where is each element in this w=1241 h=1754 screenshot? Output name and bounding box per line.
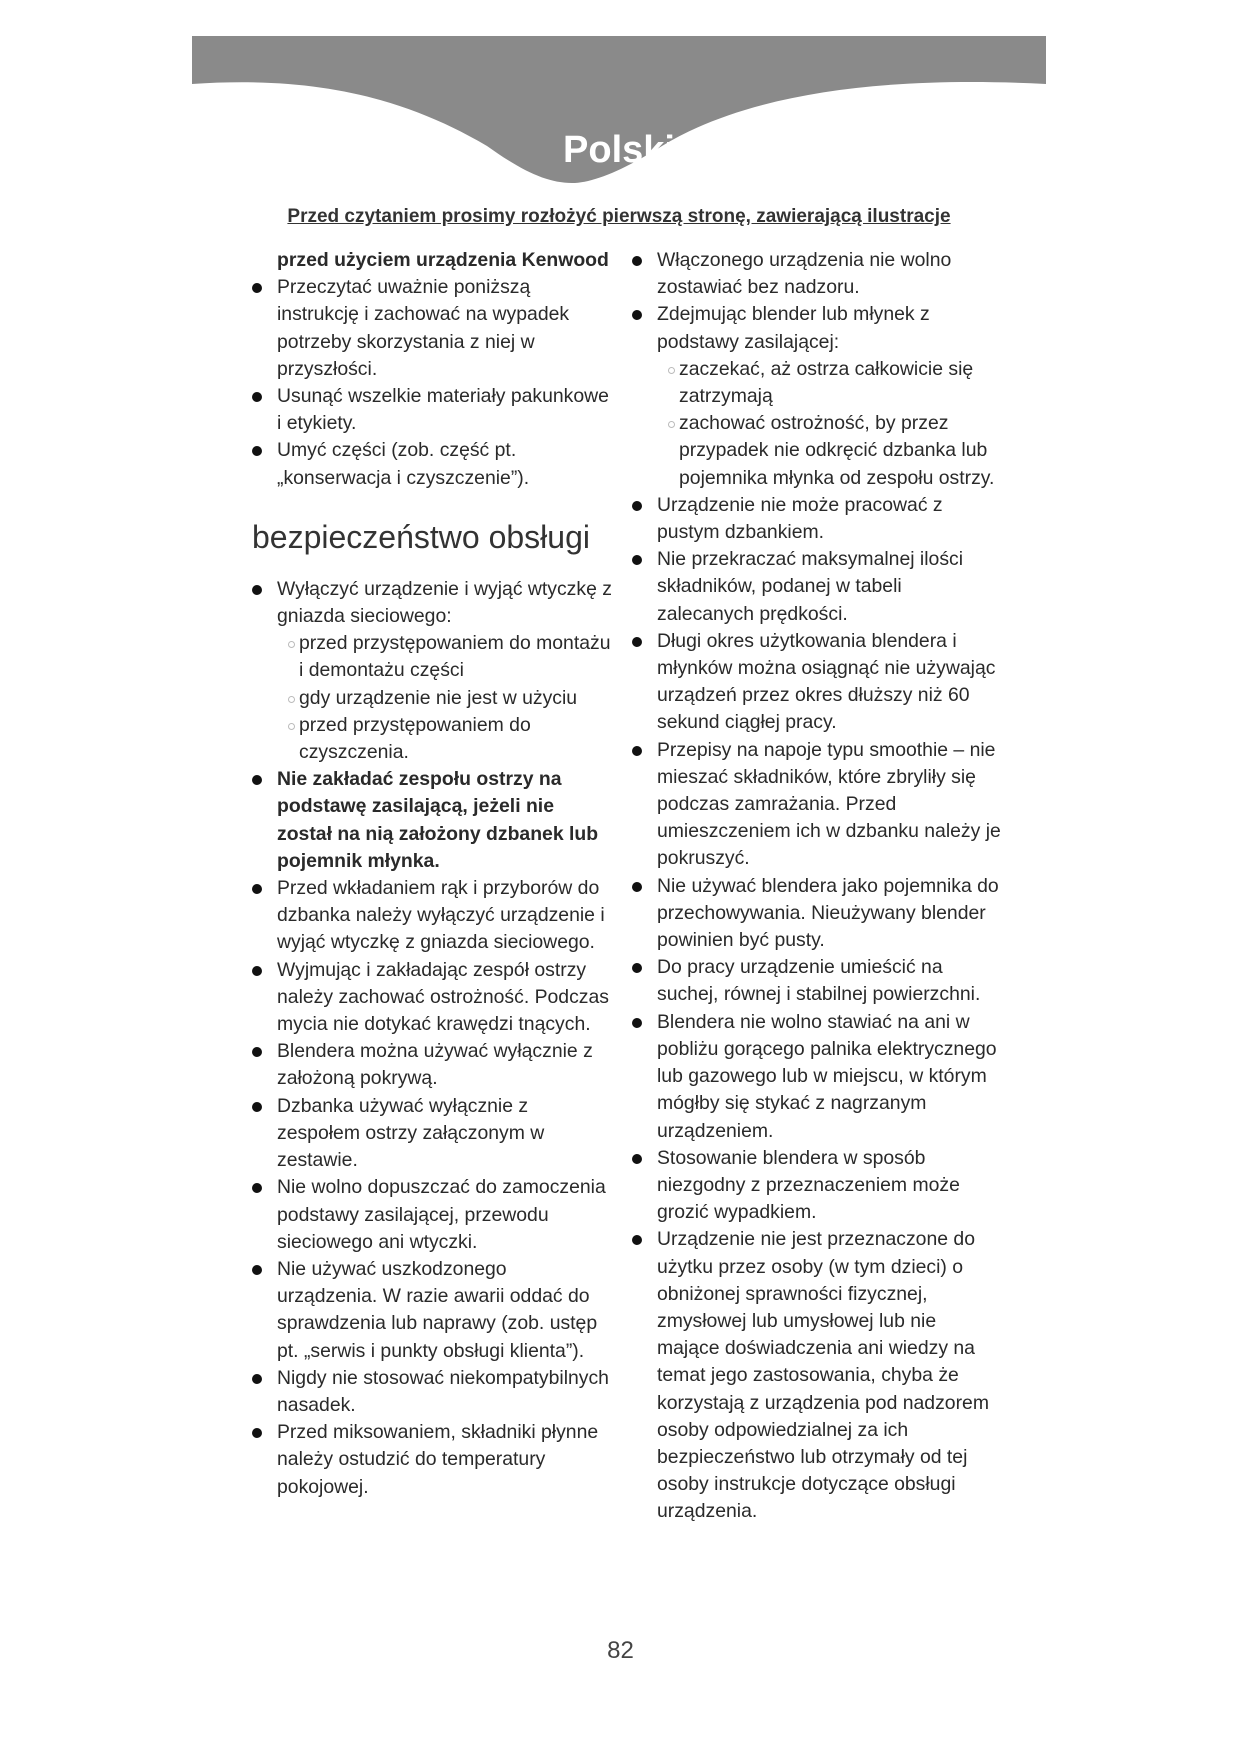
list-item: Blendera można używać wyłącznie z założoną pokrywą. bbox=[252, 1038, 612, 1092]
page-header-banner bbox=[192, 36, 1046, 196]
list-item: Wyłączyć urządzenie i wyjąć wtyczkę z gniazda sieciowego: bbox=[252, 576, 612, 630]
sub-list-item: zaczekać, aż ostrza całkowicie się zatrzymają bbox=[632, 356, 1002, 410]
list-item: Nie używać blendera jako pojemnika do przechowywania. Nieużywany blender powinien być pusty. bbox=[632, 873, 1002, 955]
page-number: 82 bbox=[607, 1637, 634, 1664]
list-item-warning: Nie zakładać zespołu ostrzy na podstawę zasilającą, jeżeli nie został na nią założony dzbanek lub pojemnik młynka. bbox=[252, 766, 612, 875]
sub-list-item: przed przystępowaniem do montażu i demontażu części bbox=[252, 630, 612, 684]
right-column bbox=[632, 247, 1002, 1526]
list-item: Przepisy na napoje typu smoothie – nie mieszać składników, które zbryliły się podczas zamrażania. Przed umieszczeniem ich w dzbanku należy je pokruszyć. bbox=[632, 737, 1002, 873]
fold-out-notice: Przed czytaniem prosimy rozłożyć pierwszą stronę, zawierającą ilustracje bbox=[287, 206, 951, 227]
list-item: Urządzenie nie jest przeznaczone do użytku przez osoby (w tym dzieci) o obniżonej sprawności fizycznej, zmysłowej lub umysłowej lub nie mające doświadczenia ani wiedzy na temat jego zastosowania, chyba że korzystają z urządzenia pod nadzorem osoby odpowiedzialnej za ich bezpieczeństwo lub otrzymały od tej osoby instrukcje dotyczące obsługi urządzenia. bbox=[632, 1226, 1002, 1525]
section-title: bezpieczeństwo obsługi bbox=[252, 518, 590, 555]
list-item: Usunąć wszelkie materiały pakunkowe i etykiety. bbox=[252, 383, 612, 437]
list-item: Przed wkładaniem rąk i przyborów do dzbanka należy wyłączyć urządzenie i wyjąć wtyczkę z gniazda sieciowego. bbox=[252, 875, 612, 957]
list-item: Przeczytać uważnie poniższą instrukcję i zachować na wypadek potrzeby skorzystania z niej w przyszłości. bbox=[252, 274, 612, 383]
header-wave-shape bbox=[192, 36, 1046, 196]
list-item: Dzbanka używać wyłącznie z zespołem ostrzy załączonym w zestawie. bbox=[252, 1093, 612, 1175]
list-item: Włączonego urządzenia nie wolno zostawiać bez nadzoru. bbox=[632, 247, 1002, 301]
list-item: Urządzenie nie może pracować z pustym dzbankiem. bbox=[632, 492, 1002, 546]
sub-list-item: przed przystępowaniem do czyszczenia. bbox=[252, 712, 612, 766]
list-item: Nie przekraczać maksymalnej ilości składników, podanej w tabeli zalecanych prędkości. bbox=[632, 546, 1002, 628]
list-item: Do pracy urządzenie umieścić na suchej, równej i stabilnej powierzchni. bbox=[632, 954, 1002, 1008]
list-item: Wyjmując i zakładając zespół ostrzy należy zachować ostrożność. Podczas mycia nie dotykać krawędzi tnących. bbox=[252, 957, 612, 1039]
left-column bbox=[252, 247, 612, 1501]
list-item: Blendera nie wolno stawiać na ani w pobliżu gorącego palnika elektrycznego lub gazowego lub w miejscu, w którym mógłby się stykać z nagrzanym urządzeniem. bbox=[632, 1009, 1002, 1145]
list-item: Umyć części (zob. część pt. „konserwacja i czyszczenie”). bbox=[252, 437, 612, 491]
sub-list-item: zachować ostrożność, by przez przypadek nie odkręcić dzbanka lub pojemnika młynka od zespołu ostrzy. bbox=[632, 410, 1002, 492]
list-item: Zdejmując blender lub młynek z podstawy zasilającej: bbox=[632, 301, 1002, 355]
sub-list-item: gdy urządzenie nie jest w użyciu bbox=[252, 685, 612, 712]
list-item: Długi okres użytkowania blendera i młynków można osiągnąć nie używając urządzeń przez okres dłuższy niż 60 sekund ciągłej pracy. bbox=[632, 628, 1002, 737]
list-item: Nigdy nie stosować niekompatybilnych nasadek. bbox=[252, 1365, 612, 1419]
list-item: Stosowanie blendera w sposób niezgodny z przeznaczeniem może grozić wypadkiem. bbox=[632, 1145, 1002, 1227]
list-item: Nie wolno dopuszczać do zamoczenia podstawy zasilającej, przewodu sieciowego ani wtyczki. bbox=[252, 1174, 612, 1256]
language-title: Polski bbox=[563, 129, 675, 171]
intro-heading: przed użyciem urządzenia Kenwood bbox=[277, 249, 609, 271]
list-item: Nie używać uszkodzonego urządzenia. W razie awarii oddać do sprawdzenia lub naprawy (zob. ustęp pt. „serwis i punkty obsługi klienta”). bbox=[252, 1256, 612, 1365]
list-item: Przed miksowaniem, składniki płynne należy ostudzić do temperatury pokojowej. bbox=[252, 1419, 612, 1501]
